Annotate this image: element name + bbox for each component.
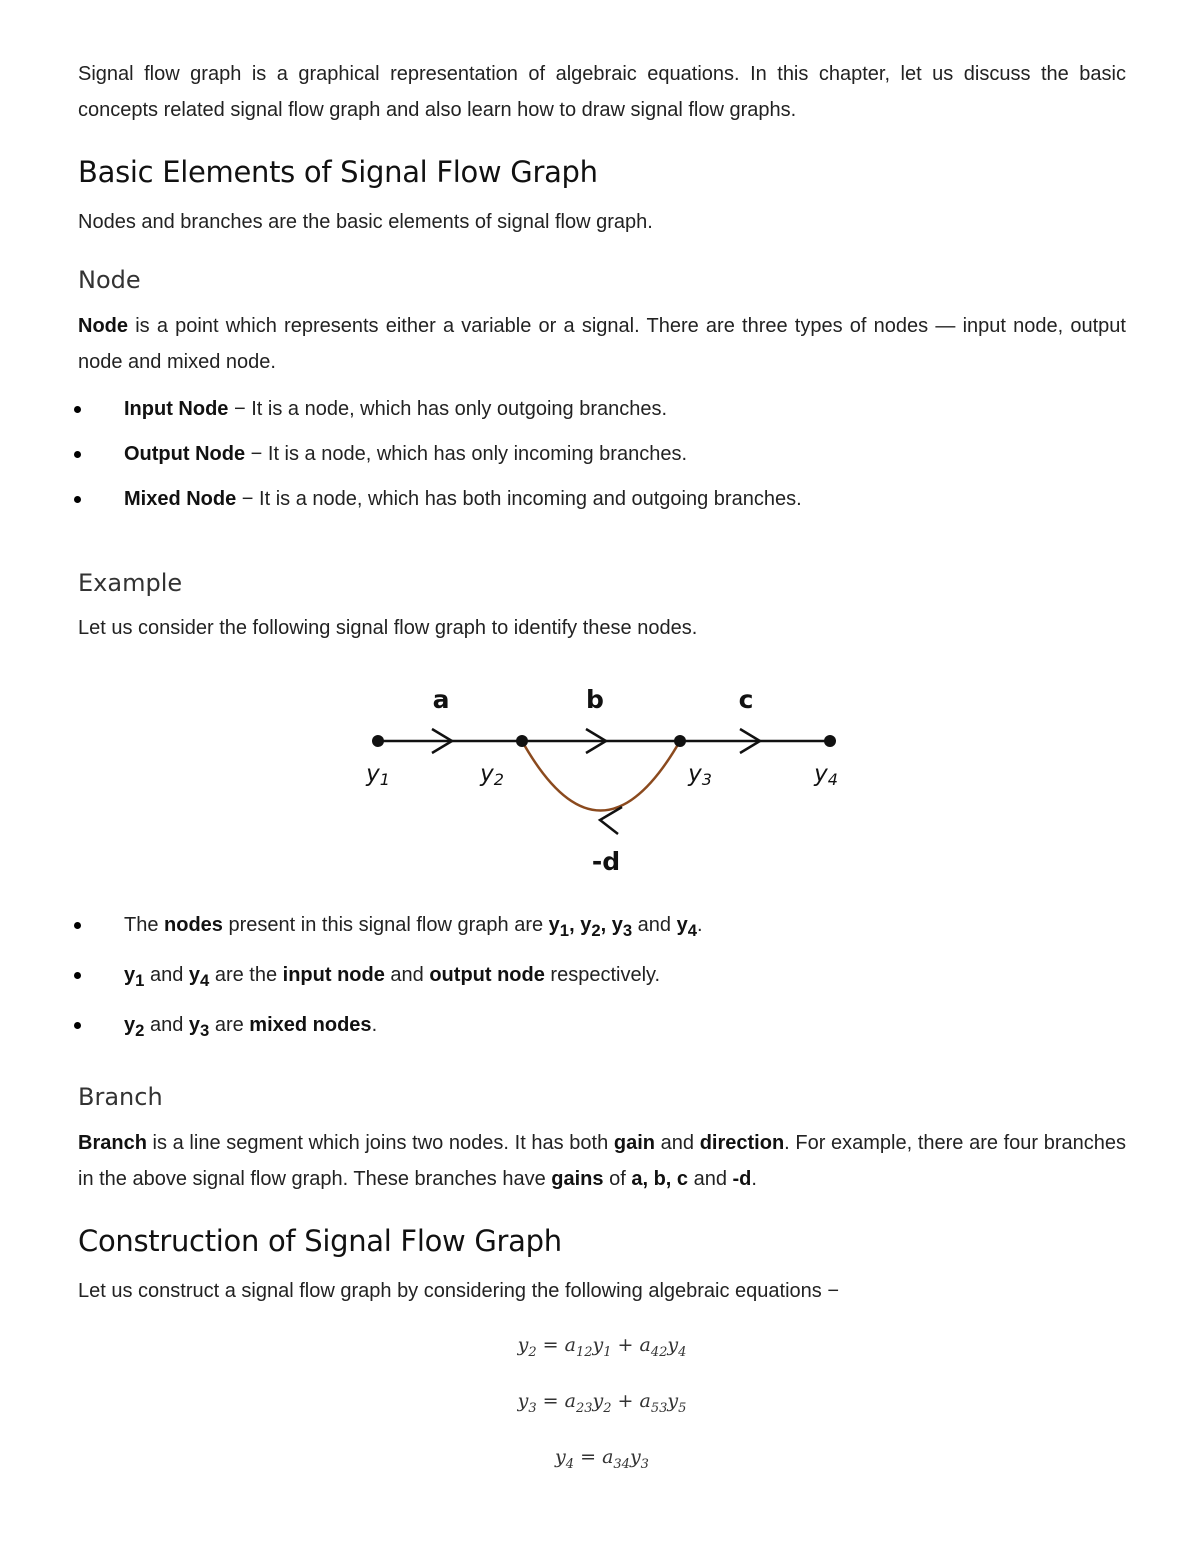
node-label: y1 <box>366 761 390 789</box>
feedback-branch-line <box>522 741 680 811</box>
graph-node <box>516 735 528 747</box>
construction-text: Let us construct a signal flow graph by considering the following algebraic equations − <box>78 1280 840 1302</box>
text: . For example, there are four branches in the above signal flow graph. These branches have <box>78 1132 1127 1190</box>
text: is a line segment which joins two nodes. It has both <box>146 1132 614 1154</box>
text: and <box>384 964 430 986</box>
list-item <box>78 387 1126 432</box>
text: and <box>144 1014 189 1036</box>
graph-node <box>674 735 686 747</box>
bold-text: gain <box>613 1132 656 1154</box>
text: are the <box>209 964 283 986</box>
text: present in this signal flow graph are <box>222 914 549 936</box>
text: and <box>144 964 189 986</box>
list-item-desc: − It is a node, which has both incoming and outgoing branches. <box>236 488 802 510</box>
text: and <box>632 914 677 936</box>
bold-text: $y_2$ <box>124 1014 145 1040</box>
bullet-dot <box>74 496 81 503</box>
subheading-example: Example <box>78 569 183 597</box>
list-item <box>78 1003 1126 1053</box>
list-item-desc: − It is a node, which has only outgoing branches. <box>228 398 668 420</box>
text: respectively. <box>544 964 661 986</box>
text: of <box>603 1168 632 1190</box>
text: are <box>209 1014 250 1036</box>
bold-text: $y_1$ <box>124 964 145 990</box>
bold-text: mixed nodes <box>249 1014 372 1036</box>
list-item <box>78 477 1126 522</box>
text: and <box>688 1168 733 1190</box>
equation: $y_3 = a_{23}y_2 + a_{53}y_5$ <box>517 1390 687 1416</box>
graph-node <box>372 735 384 747</box>
bullet-dot <box>74 406 81 413</box>
section-heading-construction: Construction of Signal Flow Graph <box>78 1224 562 1258</box>
list-item <box>78 432 1126 477</box>
node-term: Node <box>78 315 128 337</box>
bullet-dot <box>74 1022 81 1029</box>
gain-label: c <box>738 685 754 714</box>
bold-text: $y_3$ <box>188 1014 210 1040</box>
signal-flow-graph <box>0 660 1200 890</box>
list-item <box>78 953 1126 1003</box>
node-label: y4 <box>814 761 838 789</box>
graph-node <box>824 735 836 747</box>
node-definition-text: is a point which represents either a variable or a signal. There are three types of nodes — input node, output node and mixed node. <box>78 315 1126 373</box>
text: . <box>696 914 703 936</box>
bold-text: gains <box>551 1168 604 1190</box>
equation: $y_2 = a_{12}y_1 + a_{42}y_4$ <box>517 1334 687 1360</box>
bold-text: output node <box>429 964 545 986</box>
bold-text: nodes <box>164 914 223 936</box>
list-item <box>78 903 1126 953</box>
list-item-desc: − It is a node, which has only incoming branches. <box>245 443 688 465</box>
subheading-branch: Branch <box>78 1083 163 1111</box>
gain-label: a <box>432 685 450 714</box>
text: and <box>655 1132 700 1154</box>
equation: $y_4 = a_{34}y_3$ <box>555 1446 649 1472</box>
bold-text: input node <box>282 964 385 986</box>
bold-text: a, b, c <box>631 1168 689 1190</box>
branch-definition <box>78 1125 1126 1197</box>
bullet-dot <box>74 922 81 929</box>
node-label: y3 <box>688 761 712 789</box>
gain-label: -d <box>591 847 621 876</box>
bold-text: direction <box>699 1132 785 1154</box>
node-types-list <box>78 387 1126 522</box>
node-label: y2 <box>480 761 504 789</box>
example-findings-list <box>78 903 1126 1053</box>
bold-text: -d <box>732 1168 752 1190</box>
list-item-term: Input Node <box>124 398 229 420</box>
section-heading-basic-elements: Basic Elements of Signal Flow Graph <box>78 155 598 189</box>
bullet-dot <box>74 972 81 979</box>
list-item-term: Mixed Node <box>124 488 237 510</box>
basic-elements-text: Nodes and branches are the basic elements of signal flow graph. <box>78 211 653 233</box>
bold-text: $y_4$ <box>188 964 210 990</box>
bold-text: $y_4$ <box>676 914 697 940</box>
intro-paragraph: Signal flow graph is a graphical representation of algebraic equations. In this chapter, let us discuss the basic concepts related signal flow graph and also learn how to draw signal flow graphs. <box>78 63 1126 121</box>
list-item-term: Output Node <box>124 443 246 465</box>
text: . <box>371 1014 378 1036</box>
bullet-dot <box>74 451 81 458</box>
text: The <box>124 914 165 936</box>
text: . <box>751 1168 757 1190</box>
node-definition <box>78 308 1126 380</box>
example-text: Let us consider the following signal flow graph to identify these nodes. <box>78 617 698 639</box>
gain-label: b <box>586 685 604 714</box>
bold-text: Branch <box>78 1132 147 1154</box>
bold-text: $y_1$, $y_2$, $y_3$ <box>548 914 633 940</box>
subheading-node: Node <box>78 266 141 294</box>
